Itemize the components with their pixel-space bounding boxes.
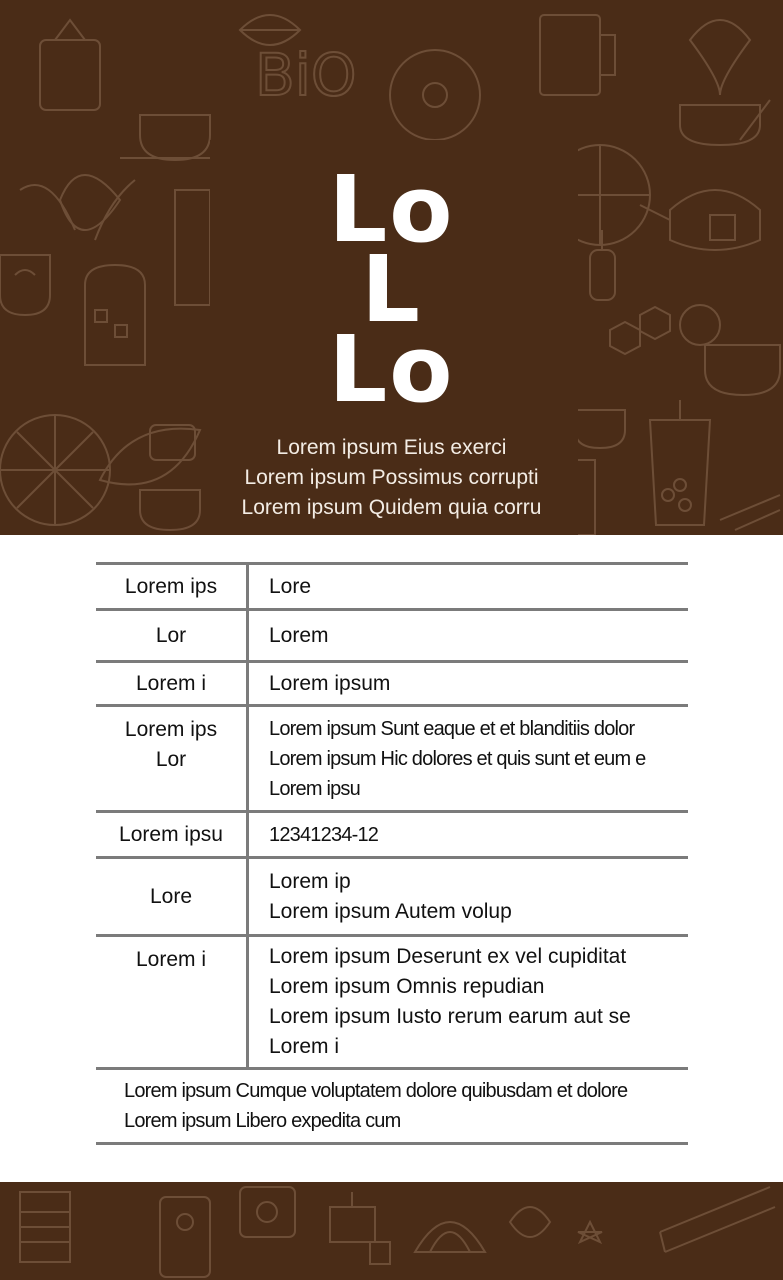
subtitle-line: Lorem ipsum Possimus corrupti — [244, 466, 539, 489]
row-label — [96, 812, 248, 858]
table-row — [96, 812, 688, 858]
row-value-text: Lore — [269, 574, 312, 598]
header-banner — [0, 0, 783, 535]
row-value — [248, 858, 689, 936]
grinder-icon — [160, 1197, 210, 1277]
cinnamon-icon — [660, 1187, 775, 1252]
logo-line-1: Lo — [328, 156, 455, 263]
tea-pattern-footer — [0, 1182, 783, 1280]
row-label — [96, 662, 248, 706]
row-value-text: Lorem ipsum Omnis repudian — [269, 975, 545, 998]
row-value — [248, 706, 689, 812]
row-value-text: Lorem ipsum Deserunt ex vel cupiditat — [269, 945, 627, 968]
row-value — [248, 610, 689, 662]
row-label-text: Lor — [155, 748, 187, 771]
subtitle-line: Lorem ipsum Quidem quia corru — [241, 496, 542, 519]
table-row — [96, 662, 688, 706]
row-value-text: Lorem — [269, 623, 329, 647]
cup-icon — [20, 1192, 70, 1262]
table-note-row — [96, 1069, 688, 1144]
star-anise-icon — [578, 1222, 602, 1242]
spec-table — [96, 562, 688, 1145]
note-line: Lorem ipsum Cumque voluptatem dolore quibusdam et dolore — [124, 1080, 628, 1102]
row-label-text: Lore — [149, 884, 193, 908]
bio-text-icon: BiO — [255, 41, 357, 109]
row-label — [96, 936, 248, 1069]
row-value — [248, 662, 689, 706]
row-label-text: Lorem ipsu — [119, 822, 223, 846]
cup-leaf-icon — [240, 1187, 295, 1237]
row-label — [96, 706, 248, 812]
row-value-text: Lorem ipsum — [269, 671, 391, 695]
row-value-text: 12341234-12 — [269, 823, 379, 846]
row-label-text: Lor — [155, 623, 187, 647]
row-label — [96, 564, 248, 610]
row-value — [248, 812, 689, 858]
leaf-icon — [510, 1207, 550, 1237]
heart-icon — [690, 20, 750, 95]
note-line: Lorem ipsum Libero expedita cum — [124, 1110, 401, 1132]
row-value-text: Lorem ipsum Sunt eaque et et blanditiis dolor — [269, 717, 635, 740]
table-row — [96, 936, 688, 1069]
table-row — [96, 564, 688, 610]
row-label-text: Lorem i — [135, 671, 207, 695]
table-row — [96, 610, 688, 662]
row-value-text: Lorem i — [269, 1035, 340, 1058]
teabag-icon — [40, 20, 100, 110]
logo-line-2: L — [361, 236, 422, 343]
table-note — [96, 1069, 688, 1144]
bowl-icon — [390, 50, 480, 140]
subtitle-block — [0, 433, 783, 523]
subtitle-line: Lorem ipsum Eius exerci — [276, 436, 507, 459]
teabag-icon — [330, 1192, 390, 1264]
glass-mug-icon — [540, 15, 615, 95]
row-value-text: Lorem ipsum Autem volup — [269, 899, 512, 923]
row-value — [248, 564, 689, 610]
row-label-text: Lorem ips — [124, 574, 218, 598]
footer-banner — [0, 1182, 783, 1280]
logo-line-3: Lo — [328, 316, 455, 423]
lotus-icon — [415, 1222, 485, 1252]
row-label-text: Lorem i — [135, 948, 207, 971]
row-value-text: Lorem ipsum Hic dolores et quis sunt et eum e — [269, 747, 646, 770]
table-row — [96, 858, 688, 936]
row-value-text: Lorem ipsu — [269, 777, 360, 800]
row-value — [248, 936, 689, 1069]
row-label-text: Lorem ips — [124, 718, 218, 741]
logo — [0, 156, 783, 423]
table-row — [96, 706, 688, 812]
cup-spoon-icon — [680, 100, 770, 145]
row-value-text: Lorem ipsum Iusto rerum earum aut se — [269, 1005, 631, 1028]
row-label — [96, 610, 248, 662]
row-value-text: Lorem ip — [269, 869, 351, 893]
row-label — [96, 858, 248, 936]
